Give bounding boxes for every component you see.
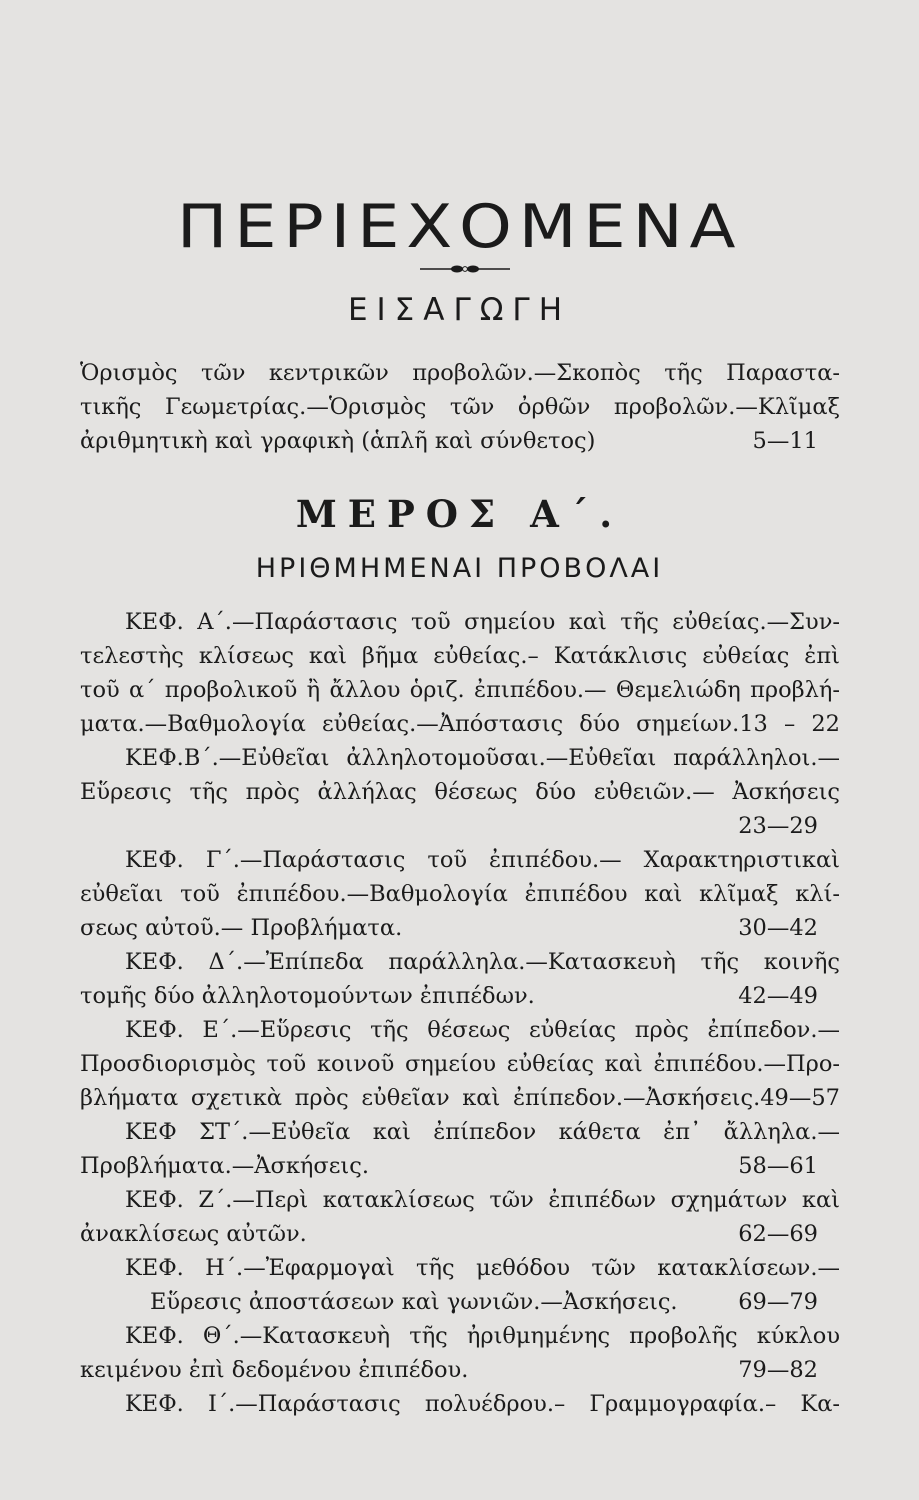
- page-title: ΠΕΡΙΕΧΟΜΕΝΑ: [176, 192, 743, 262]
- chapter-c-line: εὐθεῖαι τοῦ ἐπιπέδου.—Βαθμολογία ἐπιπέδου καὶ κλῖμαξ κλί-: [80, 881, 840, 907]
- chapter-h-line: ΚΕΦ. Η΄.—Ἐφαρμογαὶ τῆς μεθόδου τῶν κατακλίσεων.—: [125, 1255, 840, 1281]
- page-range: 5—11: [752, 428, 818, 454]
- chapter-g-last-line: [80, 1217, 840, 1251]
- entry-line: Ὁρισμὸς τῶν κεντρικῶν προβολῶν.—Σκοπὸς τῆς Παραστα-: [80, 360, 840, 386]
- entry-text: κειμένου ἐπὶ δεδομένου ἐπιπέδου.: [80, 1357, 469, 1383]
- chapter-b-line: ΚΕΦ.Β΄.—Εὐθεῖαι ἀλληλοτομοῦσαι.—Εὐθεῖαι παράλληλοι.—: [125, 745, 840, 771]
- chapter-a-line: ματα.—Βαθμολογία εὐθείας.—Ἀπόστασις δύο σημείων.13 – 22: [80, 711, 840, 737]
- chapter-g-line: ΚΕΦ. Ζ΄.—Περὶ κατακλίσεως τῶν ἐπιπέδων σχημάτων καὶ: [125, 1187, 840, 1213]
- chapter-e-line: ΚΕΦ. Ε΄.—Εὕρεσις τῆς θέσεως εὐθείας πρὸς ἐπίπεδον.—: [125, 1017, 840, 1043]
- intro-entry: [80, 356, 840, 458]
- chapter-a-line: τελεστὴς κλίσεως καὶ βῆμα εὐθείας.– Κατάκλισις εὐθείας ἐπὶ: [80, 643, 840, 669]
- page-range: 69—79: [738, 1289, 818, 1315]
- entry-text: ἀριθμητικὴ καὶ γραφικὴ (ἁπλῆ καὶ σύνθετος): [80, 428, 596, 454]
- entry-text: σεως αὐτοῦ.— Προβλήματα.: [80, 915, 403, 941]
- chapter-a-line: τοῦ α΄ προβολικοῦ ἢ ἄλλου ὁριζ. ἐπιπέδου.— Θεμελιώδη προβλή-: [80, 677, 840, 703]
- chapter-c-line: ΚΕΦ. Γ΄.—Παράστασις τοῦ ἐπιπέδου.— Χαρακτηριστικαὶ: [125, 847, 840, 873]
- chapter-i-line: ΚΕΦ. Θ΄.—Κατασκευὴ τῆς ἠριθμημένης προβολῆς κύκλου: [125, 1323, 840, 1349]
- page-range: 30—42: [738, 915, 818, 941]
- chapter-c-last-line: [80, 911, 840, 945]
- chapter-d-line: ΚΕΦ. Δ΄.—Ἐπίπεδα παράλληλα.—Κατασκευὴ τῆς κοινῆς: [125, 949, 840, 975]
- chapter-e-line: Προσδιορισμὸς τοῦ κοινοῦ σημείου εὐθείας καὶ ἐπιπέδου.—Προ-: [80, 1051, 840, 1077]
- chapter-h-last-line: [80, 1285, 840, 1319]
- part-subtitle: ΗΡΙΘΜΗΜΕΝΑΙ ΠΡΟΒΟΛΑΙ: [255, 553, 664, 584]
- part-heading: ΜΕΡΟΣ Α΄.: [295, 492, 624, 536]
- page-range: 23—29: [738, 813, 818, 839]
- chapter-j-line: ΚΕΦ. Ι΄.—Παράστασις πολυέδρου.– Γραμμογραφία.– Κα-: [125, 1391, 840, 1417]
- chapter-f-line: ΚΕΦ ΣΤ΄.—Εὐθεῖα καὶ ἐπίπεδον κάθετα ἐπ᾿ ἄλληλα.—: [125, 1119, 840, 1145]
- entry-text: τομῆς δύο ἀλληλοτομούντων ἐπιπέδων.: [80, 983, 535, 1009]
- entry-line: τικῆς Γεωμετρίας.—Ὁρισμὸς τῶν ὀρθῶν προβολῶν.—Κλῖμαξ: [80, 394, 840, 420]
- chapter-i-last-line: [80, 1353, 840, 1387]
- entry-text: ἀνακλίσεως αὐτῶν.: [80, 1221, 307, 1247]
- chapter-entries: [80, 605, 840, 1421]
- entry-last-line: [80, 424, 840, 458]
- chapter-b-line: Εὕρεσις τῆς πρὸς ἀλλήλας θέσεως δύο εὐθειῶν.— Ἀσκήσεις: [80, 779, 840, 805]
- page-range: 62—69: [738, 1221, 818, 1247]
- page-range: 42—49: [738, 983, 818, 1009]
- chapter-f-last-line: [80, 1149, 840, 1183]
- page-range: 79—82: [738, 1357, 818, 1383]
- chapter-a-line: ΚΕΦ. Α΄.—Παράστασις τοῦ σημείου καὶ τῆς εὐθείας.—Συν-: [125, 609, 840, 635]
- chapter-e-line: βλήματα σχετικὰ πρὸς εὐθεῖαν καὶ ἐπίπεδον.—Ἀσκήσεις.49—57: [80, 1085, 840, 1111]
- chapter-d-last-line: [80, 979, 840, 1013]
- intro-heading: ΕΙΣΑΓΩΓΗ: [347, 292, 572, 328]
- page-range: 58—61: [738, 1153, 818, 1179]
- entry-text: Προβλήματα.—Ἀσκήσεις.: [80, 1153, 369, 1179]
- ornament-divider: [420, 262, 510, 276]
- entry-text: Εὕρεσις ἀποστάσεων καὶ γωνιῶν.—Ἀσκήσεις.: [150, 1289, 678, 1315]
